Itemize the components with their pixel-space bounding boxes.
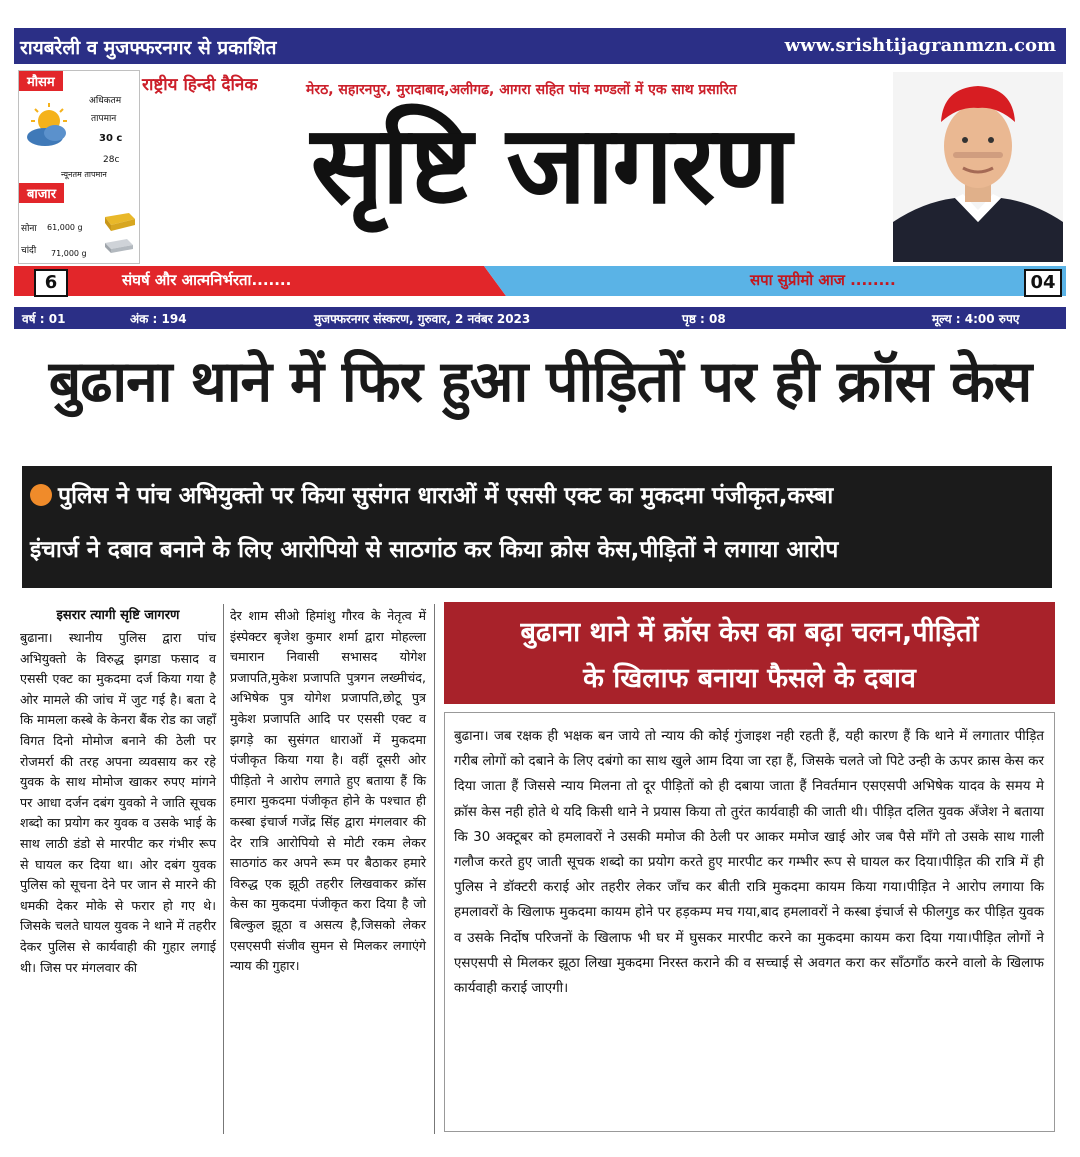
market-label: बाजार <box>19 183 64 203</box>
year: वर्ष : 01 <box>22 312 66 326</box>
byline: इसरार त्यागी सृष्टि जागरण <box>56 608 180 623</box>
subheadline-text-1: पुलिस ने पांच अभियुक्तो पर किया सुसंगत धाराओं में एससी एक्ट का मुकदमा पंजीकृत,कस्बा <box>58 483 834 509</box>
boxed-title-line-1: बुढाना थाने में क्रॉस केस का बढ़ा चलन,पीड़ितों <box>520 617 979 648</box>
regions-line: मेरठ, सहारनपुर, मुरादाबाद,अलीगढ, आगरा सहित पांच मण्डलों में एक साथ प्रसारित <box>306 82 737 98</box>
gold-label: सोना <box>21 224 37 234</box>
masthead-title: सृष्टि जागरण <box>310 103 790 228</box>
min-temp-label: न्यूनतम तापमान <box>61 170 107 179</box>
article-column-2: देर शाम सीओ हिमांशु गौरव के नेतृत्व में इंस्पेक्टर बृजेश कुमार शर्मा द्वारा मोहल्ला चमारान निवासी सभासद योगेश प्रजापति,मुकेश प्रजापति पुत्रगन लख्मीचंद, अभिषेक पुत्र योगेश प्रजापति,छोटू पुत्र मुकेश प्रजापति आदि पर एससी एक्ट व झगड़े का सुसंगत धाराओं में मुकदमा पंजीकृत किया गया है। वहीं दूसरी ओर पीड़ितो ने आरोप लगाते हुए बताया हैं कि हमारा मुकदमा पंजीकृत होने के पश्चात ही कस्बा इंचार्ज गजेंद्र सिंह द्वारा मंगलवार की देर रात्रि आरोपियो से मोटी रकम लेकर साठगांठ कर अपने रूम पर बैठाकर हमारे विरुद्ध एक झूठी तहरीर लिखवाकर क्रॉस केस का मुकदमा पंजीकृत करा दिया है जो बिल्कुल झूठा व असत्य है,जिसको लेकर एसएसपी संजीव सुमन से मिलकर लगाएंगे न्याय की गुहार। <box>230 608 426 974</box>
gold-silver-bars-icon <box>101 203 137 255</box>
boxed-story-header <box>444 602 1055 704</box>
left-teaser[interactable]: संघर्ष और आत्मनिर्भरता....... <box>122 271 292 289</box>
teaser-strip <box>14 266 1066 296</box>
article-column-1: बुढाना। स्थानीय पुलिस द्वारा पांच अभियुक्तो के विरुद्ध झगडा फसाद व एससी एक्ट का मुकदमा दर्ज किया गया है ओर मामले की जांच में जुट गई है। बता दे कि मामला कस्बे के केनरा बैंक रोड का जहाँ विगत दिनो मोमोज बनाने की ठेली पर रोजमर्रा की तरह अपना व्यवसाय कर रहे युवक के साथ मोमोज खाकर रुपए मांगने पर आधा दर्जन दबंग युवको ने जाति सूचक शब्दो का प्रयोग कर युवक व उसके भाई के साथ लाठी डंडो से मारपीट कर गंभीर रूप से घायल कर दिया था। ओर दबंग युवक पुलिस को सूचना देने पर जान से मारने की धमकी देकर मोके से फरार हो गए थे। जिसके चलते घायल युवक ने थाने में तहरीर देकर पुलिस से कार्यवाही की गुहार लगाई थी। जिस पर मंगलवार की <box>20 630 216 975</box>
main-headline: बुढाना थाने में फिर हुआ पीड़ितों पर ही क्रॉस केस <box>48 349 1032 415</box>
column-divider-2 <box>434 604 435 1134</box>
price: मूल्य : 4:00 रुपए <box>932 312 1020 326</box>
silver-value: 71,000 g <box>51 249 87 258</box>
boxed-story-body: बुढाना। जब रक्षक ही भक्षक बन जाये तो न्याय की कोई गुंजाइश नही रहती हैं, यही कारण हैं कि थाने में लगातार पीड़ित गरीब लोगों को दबाने के लिए दबंगो का साथ खुले आम दिया जा रहा हैं, जिसके चलते जो पिटे उन्ही के ऊपर क्रास केस कर दिया जाता हैं जिससे न्याय मिलना तो दूर पीड़ितों को ही दबाया जाता हैं निवर्तमान एसएसपी अभिषेक यादव के समय मे क्रॉस केस नही होते थे यदि किसी थाने ने प्रयास किया तो तुरंत कार्यवाही की जाती थी। पीड़ित दलित युवक अँजेश ने बताया कि 30 अक्टूबर को हमलावरों ने उसकी ममोज की ठेली पर आकर ममोज खाई ओर जब पैसे माँगे तो उसके साथ गाली गलौज करते हुए जाती सूचक शब्दो का प्रयोग करते हुए मारपीट कर गम्भीर रूप से घायल कर दिया।पीड़ित की रात्रि में ही पुलिस ने डॉक्टरी कराई ओर तहरीर लेकर जाँच कर बीती रात्रि मुकदमा कायम किया गया।पीड़ित ने आरोप लगाया कि हमलावरों के खिलाफ मुकदमा कायम होने पर हड़कम्प मच गया,बाद हमलावरों ने कस्बा इंचार्ज से फीलगुड कर पीड़ित युवक व उसके निर्दोष परिजनों के खिलाफ भी घर में घुसकर मारपीट करने का मुकदमा कायम करा दिया गया।पीड़ित लोगों ने एसएसपी से मिलकर झूठा लिखा मुकदमा निरस्त कराने की व सच्चाई से अवगत करा कर साँठगाँठ करने वालो के खिलाफ कार्यवाही कराई जाएगी। <box>454 729 1044 997</box>
edition-info-bar <box>14 307 1066 329</box>
subheadline-box <box>22 466 1052 588</box>
column-divider <box>223 604 224 1134</box>
max-temp-label: अधिकतम <box>89 96 122 106</box>
issue: अंक : 194 <box>130 312 187 326</box>
max-temp-value: 30 c <box>99 133 123 144</box>
sun-cloud-icon <box>23 101 73 151</box>
max-temp-label-2: तापमान <box>91 114 117 124</box>
silver-label: चांदी <box>21 246 37 256</box>
weather-label: मौसम <box>19 71 63 91</box>
left-page-number[interactable]: 6 <box>34 269 68 297</box>
published-from: रायबरेली व मुजफ्फरनगर से प्रकाशित <box>20 37 277 59</box>
boxed-title-line-2: के खिलाफ बनाया फैसले के दबाव <box>583 663 916 694</box>
orange-bullet-icon <box>30 484 52 506</box>
website-link[interactable]: www.srishtijagranmzn.com <box>784 35 1056 56</box>
weather-market-box <box>18 70 140 264</box>
edition: मुजफ्फरनगर संस्करण, गुरुवार, 2 नवंबर 2023 <box>314 312 531 326</box>
subheadline-line-2: इंचार्ज ने दबाव बनाने के लिए आरोपियो से साठगांठ कर किया क्रोस केस,पीड़ितों ने लगाया आरोप <box>30 537 839 563</box>
min-temp-value: 28c <box>103 155 120 165</box>
gold-value: 61,000 g <box>47 223 83 232</box>
page-count: पृष्ठ : 08 <box>682 312 726 326</box>
leader-photo <box>893 72 1063 262</box>
subheadline-line-1 <box>30 478 833 510</box>
right-page-number[interactable]: 04 <box>1024 269 1062 297</box>
tagline: राष्ट्रीय हिन्दी दैनिक <box>142 75 258 95</box>
top-banner <box>14 28 1066 64</box>
right-teaser[interactable]: सपा सुप्रीमो आज ........ <box>750 271 896 289</box>
